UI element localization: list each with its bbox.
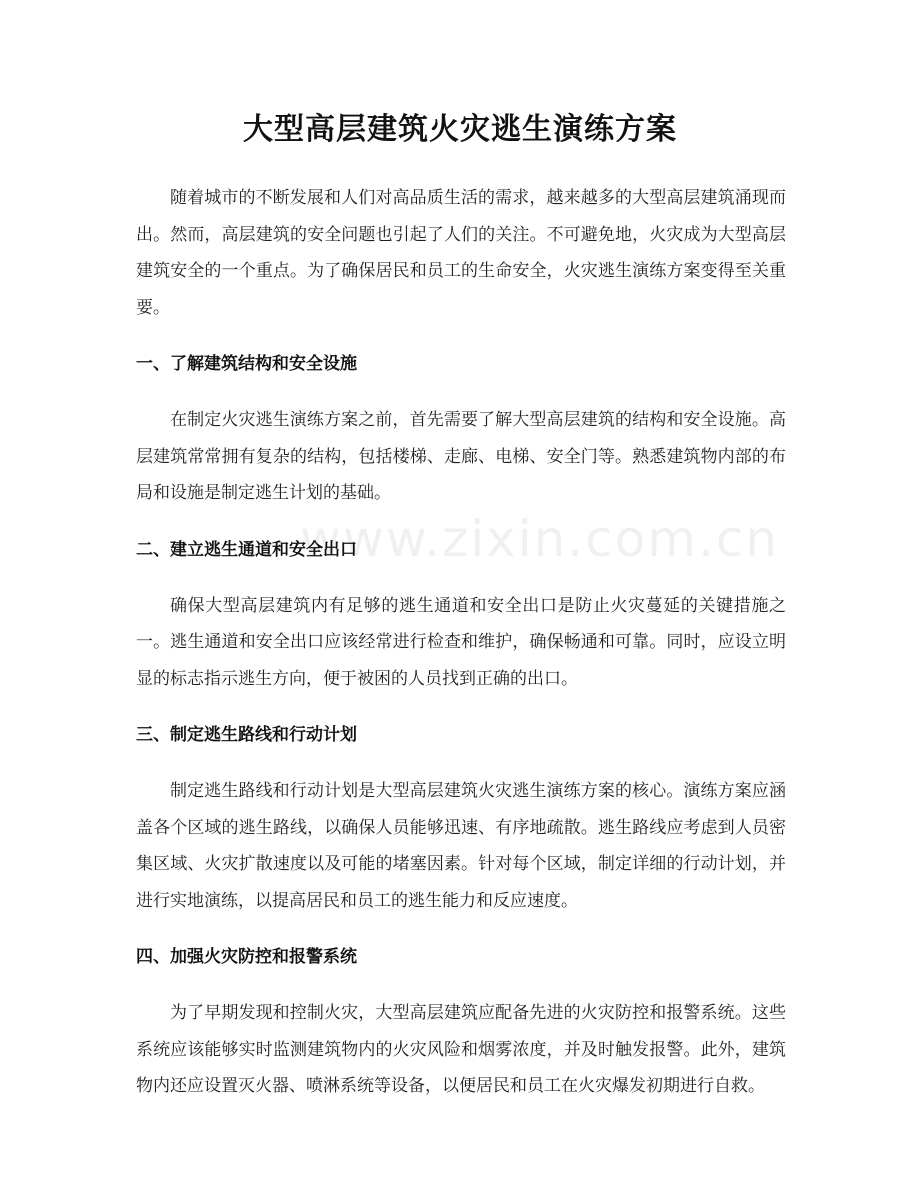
document-body [136,180,786,1105]
section-heading-2: 二、建立逃生通道和安全出口 [136,539,357,560]
section-body-3: 制定逃生路线和行动计划是大型高层建筑火灾逃生演练方案的核心。演练方案应涵盖各个区域的逃生路线，以确保人员能够迅速、有序地疏散。逃生路线应考虑到人员密集区域、火灾扩散速度以及可能的堵塞因素。针对每个区域，制定详细的行动计划，并进行实地演练，以提高居民和员工的逃生能力和反应速度。 [136,781,786,911]
section-body-1: 在制定火灾逃生演练方案之前，首先需要了解大型高层建筑的结构和安全设施。高层建筑常常拥有复杂的结构，包括楼梯、走廊、电梯、安全门等。熟悉建筑物内部的布局和设施是制定逃生计划的基础。 [136,410,786,503]
watermark: www.zixin.com.cn [300,510,780,568]
intro-paragraph: 随着城市的不断发展和人们对高品质生活的需求，越来越多的大型高层建筑涌现而出。然而，高层建筑的安全问题也引起了人们的关注。不可避免地，火灾成为大型高层建筑安全的一个重点。为了确保居民和员工的生命安全，火灾逃生演练方案变得至关重要。 [136,188,786,318]
section-body-2: 确保大型高层建筑内有足够的逃生通道和安全出口是防止火灾蔓延的关键措施之一。逃生通道和安全出口应该经常进行检查和维护，确保畅通和可靠。同时，应设立明显的标志指示逃生方向，便于被困的人员找到正确的出口。 [136,595,786,689]
section-heading-3: 三、制定逃生路线和行动计划 [136,725,357,745]
section-heading-1: 一、了解建筑结构和安全设施 [136,354,357,374]
section-body-4: 为了早期发现和控制火灾，大型高层建筑应配备先进的火灾防控和报警系统。这些系统应该能够实时监测建筑物内的火灾风险和烟雾浓度，并及时触发报警。此外，建筑物内还应设置灭火器、喷淋系统等设备，以便居民和员工在火灾爆发初期进行自救。 [136,1003,786,1096]
document-title: 大型高层建筑火灾逃生演练方案 [243,112,677,147]
section-heading-4: 四、加强火灾防控和报警系统 [136,947,357,967]
